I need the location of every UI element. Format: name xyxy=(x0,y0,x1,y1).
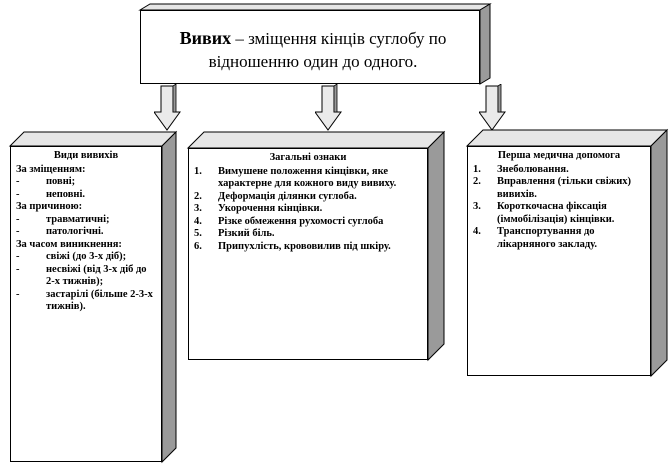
types-group-displacement xyxy=(16,164,156,202)
title-box-face xyxy=(140,10,480,84)
types-box-face xyxy=(10,146,162,462)
title-box xyxy=(140,4,490,84)
first-aid-box-face xyxy=(467,146,651,376)
first-aid-box xyxy=(467,130,667,376)
title-text xyxy=(155,27,471,73)
item-number: 1. xyxy=(473,163,481,175)
list-item xyxy=(473,176,645,201)
list-item xyxy=(473,164,645,177)
item-text: Короткочасна фіксація (іммобілізація) кінцівки. xyxy=(497,201,615,225)
types-group-cause xyxy=(16,201,156,239)
list-item: - неповні. xyxy=(16,189,156,202)
item-number: 3. xyxy=(473,201,481,212)
item-text: Вправлення (тільки свіжих) вивихів. xyxy=(497,176,632,200)
list-item xyxy=(194,228,422,241)
signs-heading: Загальні ознаки xyxy=(269,152,347,163)
types-heading: Види вивихів xyxy=(53,150,119,161)
list-item xyxy=(194,166,422,191)
title-term: Вивих xyxy=(179,28,232,48)
types-group-time xyxy=(16,239,156,314)
item-text: Різке обмеження рухомості суглоба xyxy=(218,215,384,227)
item-text: Знеболювання. xyxy=(497,163,569,175)
item-text: Вимушене положення кінцівки, яке характерне для кожного виду вивиху. xyxy=(218,165,397,189)
list-item: - свіжі (до 3-х діб); xyxy=(16,251,156,264)
list-item xyxy=(194,241,422,254)
signs-box-face xyxy=(188,148,428,360)
types-box xyxy=(10,132,178,462)
first-aid-heading: Перша медична допомога xyxy=(497,150,621,161)
item-number: 5. xyxy=(194,228,202,239)
arrow-right-down-icon xyxy=(479,84,507,134)
group-label: За часом виникнення: xyxy=(16,238,122,250)
arrow-left-down-icon xyxy=(154,84,182,134)
group-label: За причиною: xyxy=(16,201,83,212)
item-number: 3. xyxy=(194,203,202,214)
list-item xyxy=(194,191,422,204)
list-item xyxy=(473,201,645,226)
item-number: 6. xyxy=(194,240,202,252)
item-number: 4. xyxy=(194,215,202,227)
list-item: - повні; xyxy=(16,176,156,189)
arrow-middle-down-icon xyxy=(315,84,343,134)
list-item: - патологічні. xyxy=(16,226,156,239)
list-item xyxy=(473,226,645,251)
group-label: За зміщенням: xyxy=(16,163,86,175)
list-item: - несвіжі (від 3-х діб до 2-х тижнів); xyxy=(16,264,156,289)
item-number: 4. xyxy=(473,226,481,237)
list-item: - застарілі (більше 2-3-х тижнів). xyxy=(16,289,156,314)
item-text: Укорочення кінцівки. xyxy=(218,203,323,214)
item-text: Деформація ділянки суглоба. xyxy=(218,190,357,202)
list-item xyxy=(194,203,422,216)
item-number: 2. xyxy=(473,176,481,187)
item-number: 1. xyxy=(194,165,202,177)
signs-box xyxy=(188,132,444,360)
item-text: Транспортування до лікарняного закладу. xyxy=(497,226,597,250)
list-item: - травматичні; xyxy=(16,214,156,227)
item-number: 2. xyxy=(194,190,202,202)
item-text: Припухлість, крововилив під шкіру. xyxy=(218,240,391,252)
list-item xyxy=(194,216,422,229)
item-text: Різкий біль. xyxy=(218,228,275,239)
title-definition: – зміщення кінців суглобу по відношенню один до одного. xyxy=(208,29,447,71)
